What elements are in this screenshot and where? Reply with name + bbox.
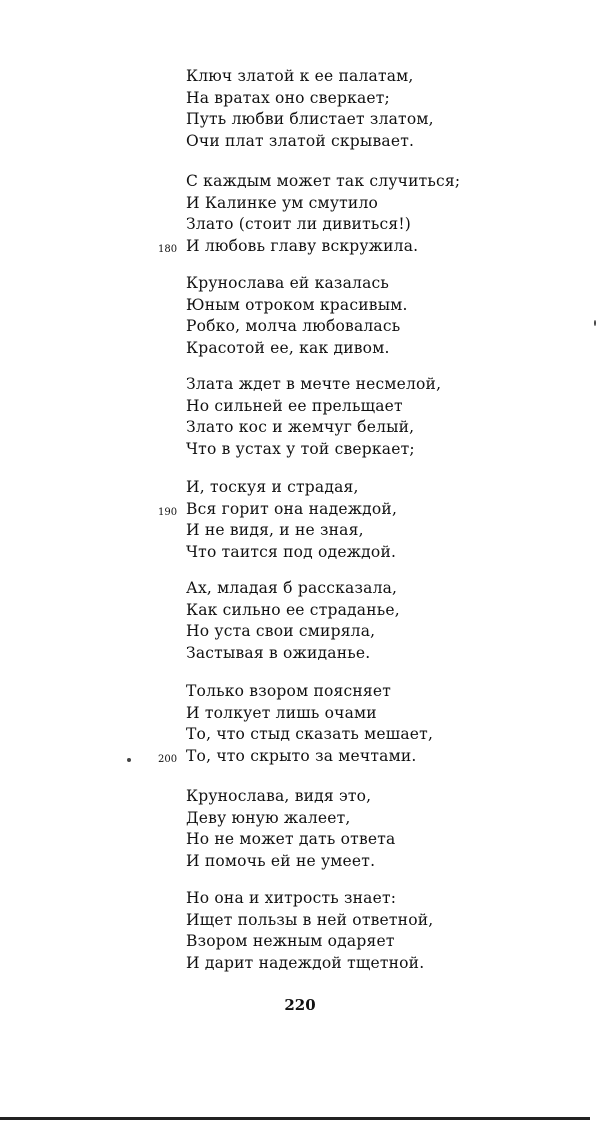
verse-line [186, 171, 460, 193]
verse-line [186, 374, 441, 396]
verse-text: Красотой ее, как дивом. [186, 338, 390, 357]
verse-text: Что в устах у той сверкает; [186, 439, 415, 458]
verse-text: Взором нежным одаряет [186, 932, 395, 951]
stanza [186, 374, 441, 460]
verse-line [186, 703, 433, 725]
verse-text: Юным отроком красивым. [186, 295, 408, 314]
verse-text: Ключ златой к ее палатам, [186, 67, 414, 85]
verse-line [186, 786, 395, 808]
verse-text: И не видя, и не зная, [186, 521, 364, 540]
verse-text: Как сильно ее страданье, [186, 600, 400, 619]
verse-text: И дарит надеждой тщетной. [186, 953, 425, 972]
verse-line [186, 66, 434, 88]
verse-text: То, что скрыто за мечтами. [186, 746, 417, 765]
verse-line [186, 931, 433, 953]
verse-line [158, 746, 433, 768]
verse-text: И помочь ей не умеет. [186, 851, 376, 870]
verse-text: Робко, молча любовалась [186, 317, 401, 336]
verse-text: Только взором поясняет [186, 682, 392, 700]
verse-line [186, 295, 408, 317]
verse-text: Ах, младая б рассказала, [186, 579, 398, 597]
verse-text: Но сильней ее прельщает [186, 396, 403, 415]
scan-speck [594, 320, 596, 326]
line-number: 180 [158, 243, 178, 255]
verse-line [186, 888, 433, 910]
stanza [186, 578, 400, 664]
page-number: 220 [284, 996, 316, 1014]
verse-text: Но она и хитрость знает: [186, 889, 397, 907]
verse-text: На вратах оно сверкает; [186, 88, 390, 107]
verse-line [158, 499, 398, 521]
verse-line [186, 273, 408, 295]
verse-line [186, 578, 400, 600]
verse-line [186, 621, 400, 643]
verse-line [186, 131, 434, 153]
verse-line [186, 88, 434, 110]
verse-line [186, 193, 460, 215]
verse-line [186, 520, 397, 542]
verse-line [186, 396, 441, 418]
verse-text: Крунослава, видя это, [186, 787, 372, 805]
verse-text: Что таится под одеждой. [186, 542, 397, 561]
verse-text: Злато (стоит ли дивиться!) [186, 215, 412, 234]
verse-line [186, 643, 400, 665]
verse-line [186, 477, 397, 499]
verse-text: И, тоскуя и страдая, [186, 478, 359, 496]
verse-text: Но не может дать ответа [186, 830, 396, 849]
stanza [186, 273, 408, 359]
line-number: 190 [158, 506, 178, 518]
verse-line [186, 910, 433, 932]
verse-text: С каждым может так случиться; [186, 172, 461, 190]
scan-speck [127, 758, 131, 762]
verse-text: Ищет пользы в ней ответной, [186, 910, 434, 929]
verse-text: Крунослава ей казалась [186, 274, 390, 292]
stanza [158, 477, 398, 563]
verse-text: И Калинке ум смутило [186, 193, 379, 212]
verse-line [186, 808, 395, 830]
verse-line [186, 417, 441, 439]
verse-text: Злата ждет в мечте несмелой, [186, 375, 442, 393]
verse-line [186, 542, 397, 564]
stanza [186, 786, 395, 872]
verse-text: Злато кос и жемчуг белый, [186, 418, 415, 437]
verse-line [158, 236, 460, 258]
verse-line [186, 681, 433, 703]
verse-line [186, 338, 408, 360]
verse-text: Путь любви блистает златом, [186, 110, 434, 129]
verse-line [186, 214, 460, 236]
verse-text: Но уста свои смиряла, [186, 622, 376, 641]
verse-line [186, 829, 395, 851]
verse-line [186, 316, 408, 338]
verse-text: Очи плат златой скрывает. [186, 131, 415, 150]
verse-text: Застывая в ожиданье. [186, 643, 371, 662]
line-number: 200 [158, 753, 178, 765]
stanza [186, 66, 434, 152]
verse-line [186, 439, 441, 461]
stanza [158, 171, 461, 257]
verse-line [186, 600, 400, 622]
verse-text: Деву юную жалеет, [186, 808, 351, 827]
page-bottom-edge [0, 1117, 590, 1120]
verse-line [186, 851, 395, 873]
stanza [158, 681, 434, 767]
verse-line [186, 109, 434, 131]
verse-text: И толкует лишь очами [186, 703, 377, 722]
verse-text: То, что стыд сказать мешает, [186, 725, 434, 744]
verse-text: И любовь главу вскружила. [186, 236, 419, 255]
verse-text: Вся горит она надеждой, [186, 499, 398, 518]
stanza [186, 888, 433, 974]
verse-line [186, 724, 433, 746]
verse-line [186, 953, 433, 975]
